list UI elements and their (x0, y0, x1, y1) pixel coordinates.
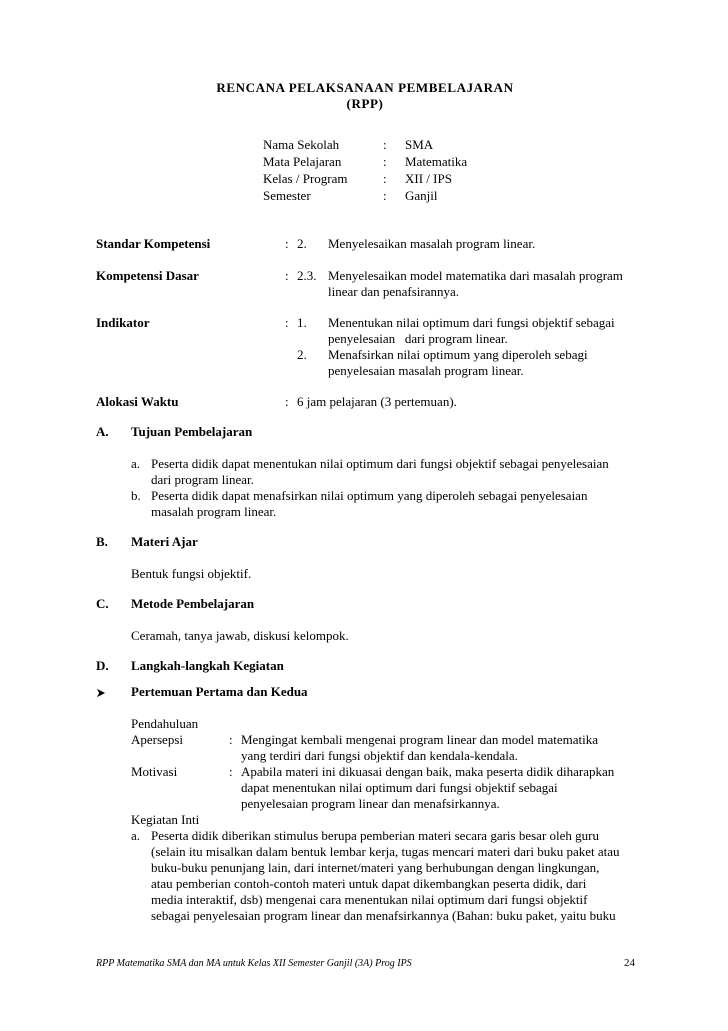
identity-label: Nama Sekolah (263, 137, 340, 152)
apersepsi-separator: : (229, 732, 233, 747)
motivasi-text-line: dapat menentukan nilai optimum dari fungsi objektif sebagai (241, 780, 558, 795)
section-b-title: Materi Ajar (131, 534, 198, 549)
indikator-text-line: Menentukan nilai optimum dari fungsi objektif sebagai (328, 315, 615, 330)
identity-separator: : (383, 188, 387, 203)
list-item-line: Peserta didik dapat menentukan nilai optimum dari fungsi objektif sebagai penyelesaian (151, 456, 609, 471)
indikator-text-line: penyelesaian dari program linear. (328, 331, 508, 346)
identity-label: Kelas / Program (263, 171, 348, 186)
inti-text-line: buku-buku penunjang lain, dari internet/materi yang berhubungan dengan lingkungan, (151, 860, 600, 875)
indikator-label: Indikator (96, 315, 150, 330)
motivasi-separator: : (229, 764, 233, 779)
inti-text-line: atau pemberian contoh-contoh materi untuk dapat dikembangkan peserta didik, dari (151, 876, 587, 891)
pendahuluan-heading: Pendahuluan (131, 716, 199, 731)
list-marker: a. (131, 456, 141, 471)
apersepsi-text-line: yang terdiri dari fungsi objektif dan kendala-kendala. (241, 748, 518, 763)
kompetensi-label: Kompetensi Dasar (96, 268, 199, 283)
section-b-letter: B. (96, 534, 108, 549)
alokasi-separator: : (285, 394, 289, 409)
indikator-number: 1. (297, 315, 307, 330)
motivasi-label: Motivasi (131, 764, 178, 779)
identity-label: Semester (263, 188, 311, 203)
kompetensi-text-line: Menyelesaikan model matematika dari masalah program (328, 268, 623, 283)
section-a-title: Tujuan Pembelajaran (131, 424, 253, 439)
indikator-number: 2. (297, 347, 307, 362)
section-a-letter: A. (96, 424, 109, 439)
identity-label: Mata Pelajaran (263, 154, 342, 169)
identity-value: Matematika (405, 154, 468, 169)
inti-text-line: Peserta didik diberikan stimulus berupa pemberian materi secara garis besar oleh guru (151, 828, 599, 843)
indikator-separator: : (285, 315, 289, 330)
section-d-title: Langkah-langkah Kegiatan (131, 658, 284, 673)
motivasi-text-line: penyelesaian program linear dan menafsirkannya. (241, 796, 500, 811)
alokasi-text: 6 jam pelajaran (3 pertemuan). (297, 394, 457, 409)
kompetensi-number: 2.3. (297, 268, 317, 283)
footer-text: RPP Matematika SMA dan MA untuk Kelas XII Semester Ganjil (3A) Prog IPS (96, 958, 412, 969)
list-item-line: Peserta didik dapat menafsirkan nilai optimum yang diperoleh sebagai penyelesaian (151, 488, 588, 503)
arrow-bullet-icon (96, 686, 106, 702)
kompetensi-text-line: linear dan penafsirannya. (328, 284, 460, 299)
identity-value: SMA (405, 137, 434, 152)
standar-text: Menyelesaikan masalah program linear. (328, 236, 536, 251)
section-c-letter: C. (96, 596, 109, 611)
inti-text-line: (selain itu misalkan dalam bentuk lembar kerja, tugas mencari materi dari buku paket atau (151, 844, 620, 859)
motivasi-text-line: Apabila materi ini dikuasai dengan baik, maka peserta didik diharapkan (241, 764, 615, 779)
apersepsi-label: Apersepsi (131, 732, 183, 747)
inti-text-line: sebagai penyelesaian program linear dan menafsirkannya (Bahan: buku paket, yaitu buku (151, 908, 616, 923)
section-b-text: Bentuk fungsi objektif. (131, 566, 252, 581)
section-c-text: Ceramah, tanya jawab, diskusi kelompok. (131, 628, 349, 643)
identity-separator: : (383, 154, 387, 169)
page-subtitle: (RPP) (346, 96, 384, 111)
list-item-line: dari program linear. (151, 472, 254, 487)
section-c-title: Metode Pembelajaran (131, 596, 255, 611)
apersepsi-text-line: Mengingat kembali mengenai program linear dan model matematika (241, 732, 599, 747)
indikator-text-line: penyelesaian masalah program linear. (328, 363, 524, 378)
kegiatan-inti-heading: Kegiatan Inti (131, 812, 200, 827)
pertemuan-title: Pertemuan Pertama dan Kedua (131, 684, 308, 699)
identity-separator: : (383, 171, 387, 186)
alokasi-label: Alokasi Waktu (96, 394, 179, 409)
page-number: 24 (624, 957, 635, 969)
standar-separator: : (285, 236, 289, 251)
inti-text-line: media interaktif, dsb) mengenai cara menentukan nilai optimum dari fungsi objektif (151, 892, 588, 907)
list-marker: a. (131, 828, 141, 843)
indikator-text-line: Menafsirkan nilai optimum yang diperoleh sebagi (328, 347, 588, 362)
list-item-line: masalah program linear. (151, 504, 277, 519)
identity-value: XII / IPS (405, 171, 452, 186)
standar-label: Standar Kompetensi (96, 236, 211, 251)
section-d-letter: D. (96, 658, 109, 673)
list-marker: b. (131, 488, 141, 503)
identity-separator: : (383, 137, 387, 152)
identity-value: Ganjil (405, 188, 438, 203)
kompetensi-separator: : (285, 268, 289, 283)
page-title: RENCANA PELAKSANAAN PEMBELAJARAN (216, 80, 514, 95)
standar-number: 2. (297, 236, 307, 251)
